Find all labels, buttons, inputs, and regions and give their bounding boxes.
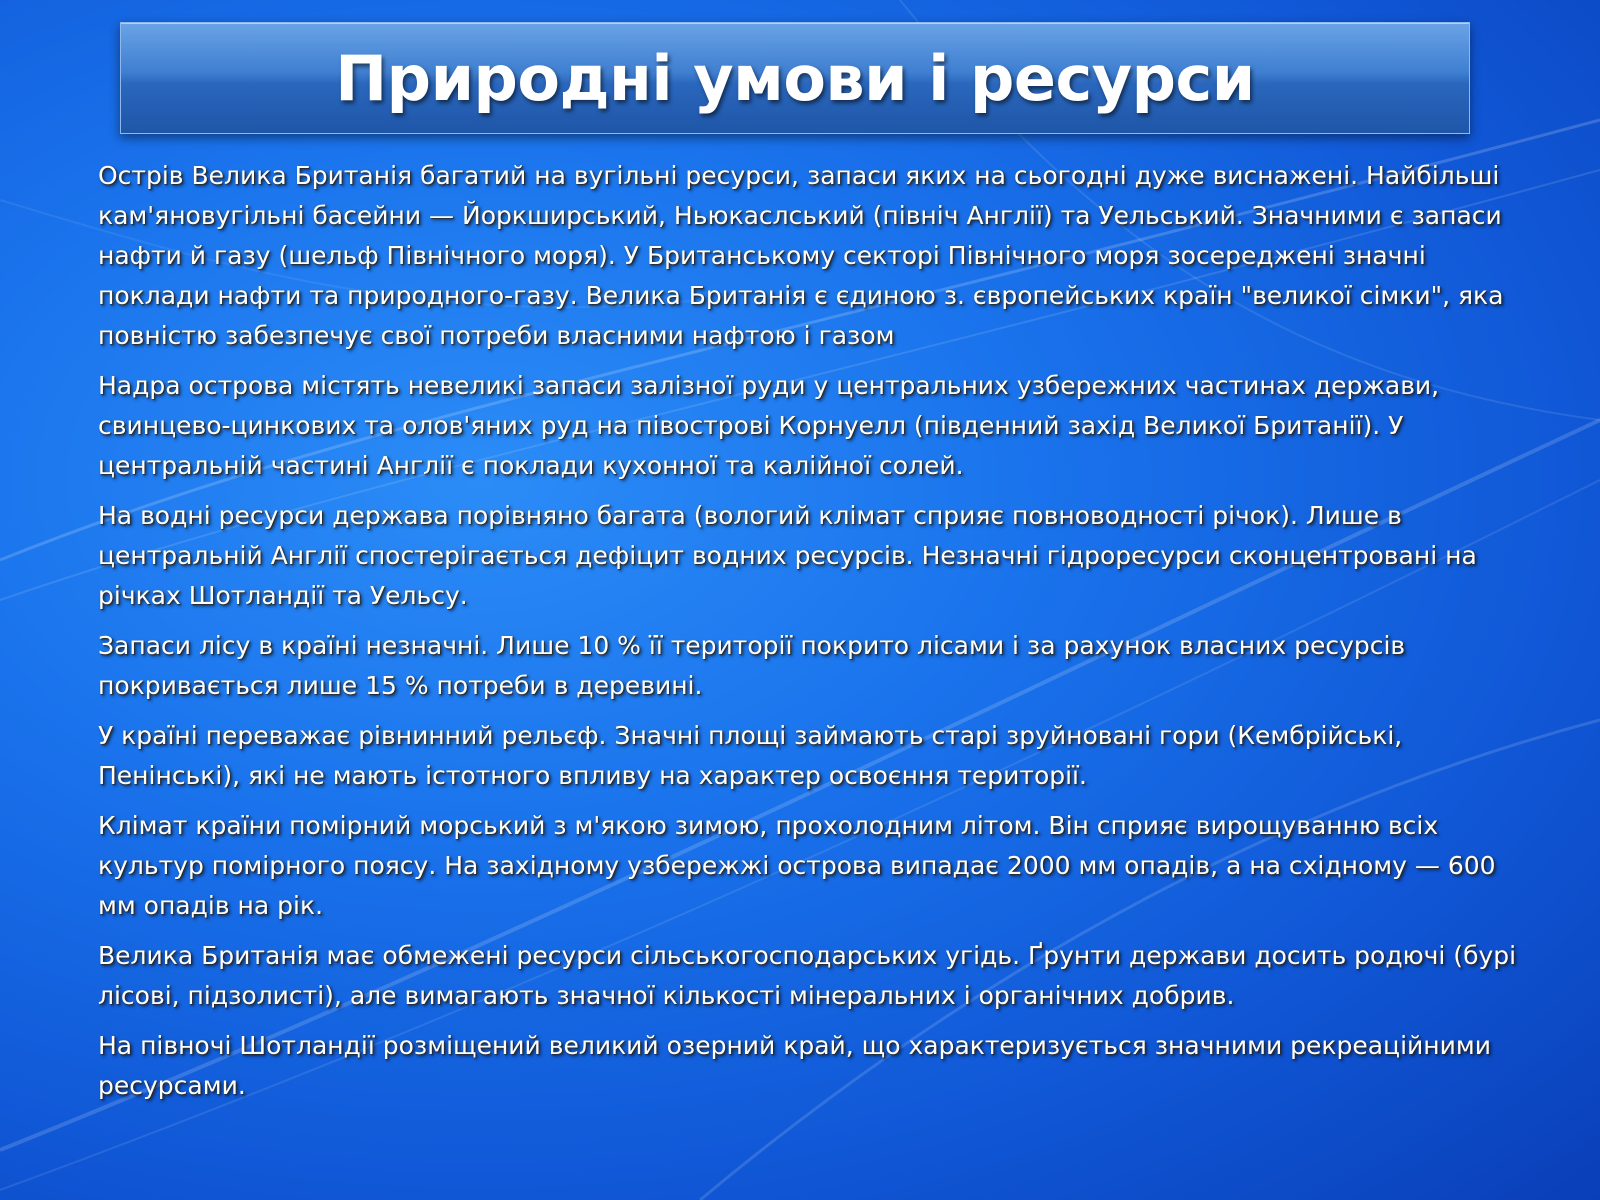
paragraph-water-resources: На водні ресурси держава порівняно багата (вологий клімат сприяє повноводності річок). Лише в центральній Англії спостерігається дефіцит водних ресурсів. Незначні гідроресурси сконцентровані на річках Шотландії та Уельсу. xyxy=(98,501,1477,610)
slide-title: Природні умови і ресурси xyxy=(335,41,1255,115)
paragraph-agricultural-land: Велика Британія має обмежені ресурси сільськогосподарських угідь. Ґрунти держави досить родючі (бурі лісові, підзолисті), але вимагають значної кількості мінеральних і органічних добрив. xyxy=(98,941,1517,1010)
slide-body xyxy=(98,156,1538,1116)
paragraph-climate: Клімат країни помірний морський з м'якою зимою, прохолодним літом. Він сприяє вирощуванню всіх культур помірного поясу. На західному узбережжі острова випадає 2000 мм опадів, а на східному — 600 мм опадів на рік. xyxy=(98,811,1496,920)
paragraph-forest: Запаси лісу в країні незначні. Лише 10 % її території покрито лісами і за рахунок власних ресурсів покривається лише 15 % потреби в деревині. xyxy=(98,631,1406,700)
paragraph-lake-district: На півночі Шотландії розміщений великий озерний край, що характеризується значними рекреаційними ресурсами. xyxy=(98,1031,1491,1100)
title-bar xyxy=(120,22,1470,134)
paragraph-coal-oil-gas: Острів Велика Британія багатий на вугільні ресурси, запаси яких на сьогодні дуже виснажені. Найбільші кам'яновугільні басейни — Йоркширський, Ньюкаслський (північ Англії) та Уельський. Значними є запаси нафти й газу (шельф Північного моря). У Британському секторі Північного моря зосереджені значні поклади нафти та природного-газу. Велика Британія є єдиною з. європейських країн "великої сімки", яка повністю забезпечує свої потреби власними нафтою і газом xyxy=(98,161,1504,350)
paragraph-ores-salts: Надра острова містять невеликі запаси залізної руди у центральних узбережних частинах держави, свинцево-цинкових та олов'яних руд на півострові Корнуелл (південний захід Великої Британії). У центральній частині Англії є поклади кухонної та калійної солей. xyxy=(98,371,1440,480)
paragraph-relief: У країні переважає рівнинний рельєф. Значні площі займають старі зруйновані гори (Кембрійські, Пенінські), які не мають істотного впливу на характер освоєння території. xyxy=(98,721,1403,790)
